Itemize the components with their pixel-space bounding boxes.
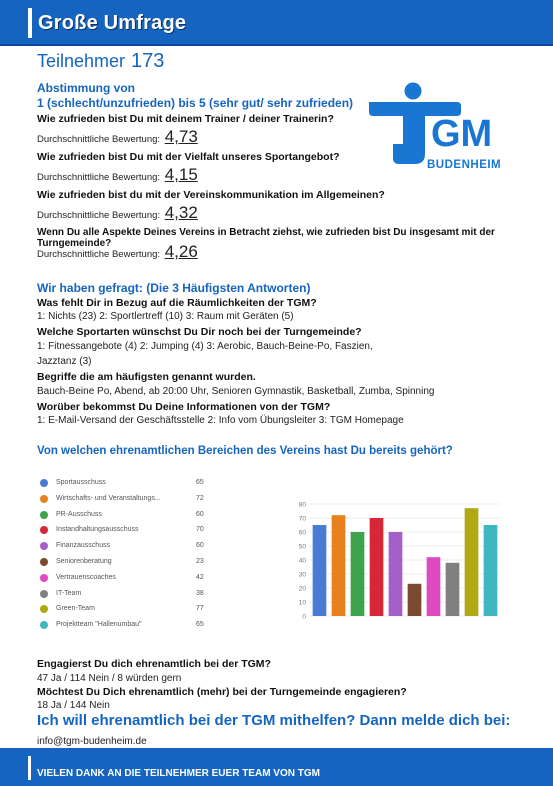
asked-answer-rooms: 1: Nichts (23) 2: Sportlertreff (10) 3: Raum mit Geräten (5) [37,311,294,322]
legend-swatch [40,621,48,629]
engage-answer-1: 47 Ja / 114 Nein / 8 würden gern [37,673,182,684]
contact-email[interactable]: info@tgm-budenheim.de [37,736,147,747]
legend-swatch [40,574,48,582]
participants-line [37,50,164,73]
legend-item [40,478,220,490]
avg-trainer [37,127,198,147]
volunteer-call: Ich will ehrenamtlich bei der TGM mithelfen? Dann melde dich bei: [37,712,511,729]
footer-text: VIELEN DANK AN DIE TEILNEHMER EUER TEAM VON TGM [37,768,320,779]
legend-item [40,525,220,537]
legend-swatch [40,542,48,550]
legend-swatch [40,511,48,519]
bar [332,515,346,616]
legend-value: 72 [196,494,204,502]
bar [427,557,441,616]
bar [408,584,422,616]
legend-label: PR-Ausschuss [56,510,102,518]
legend-value: 65 [196,479,204,486]
legend-label: Wirtschafts- und Veranstaltungs... [56,494,161,502]
question-trainer: Wie zufrieden bist Du mit deinem Trainer / deiner Trainerin? [37,113,334,125]
legend-value: 42 [196,573,204,581]
asked-question-sports: Welche Sportarten wünschst Du Dir noch bei der Turngemeinde? [37,326,362,338]
legend-label: Projektteam "Hallenumbau" [56,621,142,629]
legend-label: Seniorenberatung [56,558,112,565]
y-tick-label: 40 [298,557,306,565]
avg-label: Durchschnittliche Bewertung: [37,210,161,221]
volunteer-chart [40,470,520,640]
bar [370,518,384,616]
legend-label: Green-Team [56,605,95,613]
avg-value: 4,73 [164,127,198,146]
legend-swatch [40,605,48,613]
y-tick-label: 20 [298,585,306,593]
avg-label: Durchschnittliche Bewertung: [37,134,161,145]
legend-swatch [40,590,48,598]
engage-question-2: Möchtest Du Dich ehrenamtlich (mehr) bei der Turngemeinde engagieren? [37,686,407,698]
question-overall: Wenn Du alle Aspekte Deines Vereins in Betracht ziehst, wie zufrieden bist Du insgesamt mit der Turngemeinde? [37,227,495,249]
legend-swatch [40,495,48,503]
asked-question-rooms: Was fehlt Dir in Bezug auf die Räumlichkeiten der TGM? [37,297,317,309]
legend-value: 70 [196,526,204,534]
legend-item [40,510,220,522]
legend-swatch [40,526,48,534]
footer-accent-bar [28,756,31,780]
avg-variety [37,165,198,185]
legend-item [40,573,220,585]
legend-label: IT-Team [56,589,82,597]
asked-heading: Wir haben gefragt: (Die 3 Häufigsten Antworten) [37,281,311,295]
y-tick-label: 0 [302,613,306,621]
tgm-logo [367,82,519,178]
asked-answer-sports: 1: Fitnessangebote (4) 2: Jumping (4) 3: Aerobic, Bauch-Beine-Po, Faszien, [37,341,373,352]
bar [313,525,327,616]
legend-item [40,557,220,569]
bar-chart-svg [288,498,508,628]
engage-answer-2: 18 Ja / 144 Nein [37,700,110,711]
legend-value: 77 [196,605,204,613]
avg-value: 4,26 [164,242,198,261]
asked-answer-terms: Bauch-Beine Po, Abend, ab 20:00 Uhr, Senioren Gymnastik, Basketball, Zumba, Spinning [37,386,435,397]
question-communication: Wie zufrieden bist du mit der Vereinskommunikation im Allgemeinen? [37,189,385,201]
legend-value: 60 [196,542,204,550]
page-footer [0,748,553,786]
bar [446,563,460,616]
legend-item [40,589,220,601]
voting-heading: Abstimmung von [37,81,135,95]
legend-item [40,604,220,616]
question-variety: Wie zufrieden bist Du mit der Vielfalt unseres Sportangebot? [37,151,340,163]
legend-value: 38 [196,589,204,597]
legend-swatch [40,479,48,487]
avg-communication [37,203,198,223]
asked-answer-info: 1: E-Mail-Versand der Geschäftsstelle 2: Info vom Übungsleiter 3: TGM Homepage [37,415,404,426]
y-tick-label: 30 [298,571,306,579]
logo-head-shape [405,83,422,100]
avg-value: 4,15 [164,165,198,184]
bar [465,508,479,616]
y-tick-label: 50 [298,543,306,551]
y-tick-label: 80 [298,501,306,509]
logo-gm-text: GM [431,113,493,155]
y-tick-label: 60 [298,529,306,537]
header-accent-bar [28,8,32,38]
legend-value: 60 [196,510,204,518]
legend-label: Vertrauenscoaches [56,573,116,581]
avg-overall [37,242,198,262]
page-header [0,0,553,46]
legend-item [40,494,220,506]
legend-label: Finanzausschuss [56,542,111,550]
asked-answer-sports-cont: Jazztanz (3) [37,356,92,367]
logo-sub-text: BUDENHEIM [427,159,502,171]
y-tick-label: 10 [298,599,306,607]
avg-value: 4,32 [164,203,198,222]
voting-scale: 1 (schlecht/unzufrieden) bis 5 (sehr gut/ sehr zufrieden) [37,96,354,110]
avg-label: Durchschnittliche Bewertung: [37,172,161,183]
engage-question-1: Engagierst Du dich ehrenamtlich bei der TGM? [37,658,271,670]
y-tick-label: 70 [298,515,306,523]
asked-question-info: Worüber bekommst Du Deine Informationen von der TGM? [37,401,331,413]
bar [351,532,365,616]
legend-swatch [40,558,48,566]
asked-question-terms: Begriffe die am häufigsten genannt wurden. [37,371,256,383]
volunteer-heading: Von welchen ehrenamtlichen Bereichen des Vereins hast Du bereits gehört? [37,445,453,457]
legend-value: 65 [196,621,204,629]
avg-label: Durchschnittliche Bewertung: [37,249,161,260]
legend-item [40,620,220,632]
legend-value: 23 [196,558,204,565]
tgm-logo-graphic [367,82,519,178]
legend-item [40,541,220,553]
participants-count: 173 [131,50,165,72]
legend-label: Instandhaltungsausschuss [56,526,139,534]
legend-label: Sportausschuss [56,479,106,486]
page-title: Große Umfrage [38,12,187,34]
bar [389,532,403,616]
bar [484,525,498,616]
participants-label: Teilnehmer [37,51,126,71]
